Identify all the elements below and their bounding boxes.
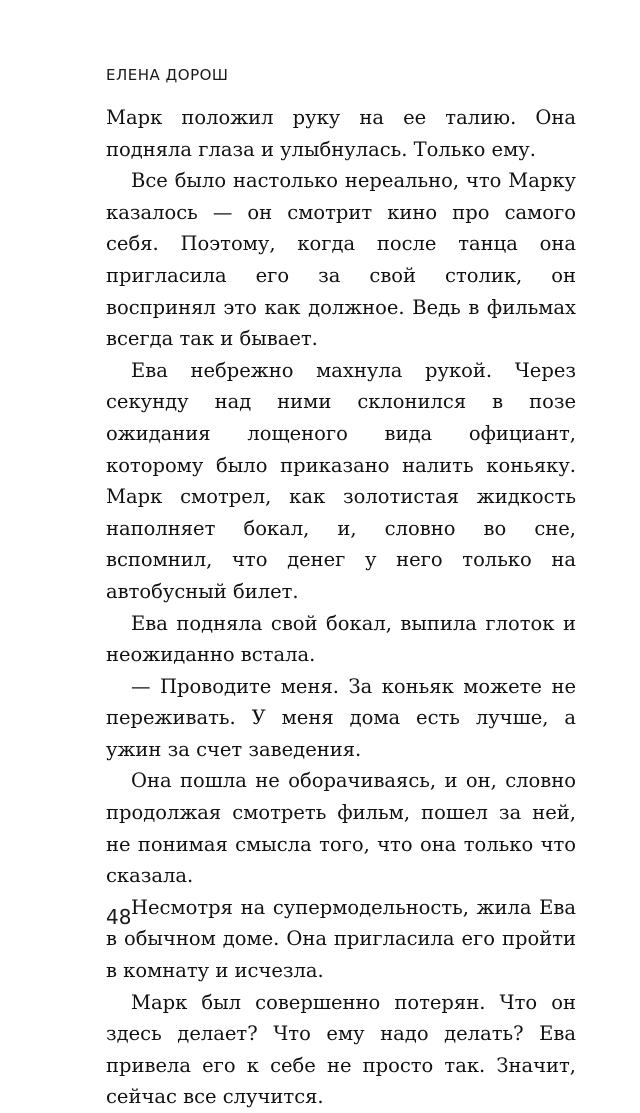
paragraph-5: — Проводите меня. За коньяк можете не переживать. У меня дома есть лучше, а ужин за счет заведения. bbox=[106, 674, 576, 761]
paragraph-2: Все было настолько нереально, что Марку казалось — он смотрит кино про самого себя. Поэтому, когда после танца она пригласила его за свой столик, он воспринял это как должное. Ведь в фильмах всегда так и бывает. bbox=[106, 169, 576, 351]
paragraph-8: Марк был совершенно потерян. Что он здесь делает? Что ему надо делать? Ева привела его к себе не просто так. Значит, сейчас все случится. bbox=[106, 990, 576, 1109]
running-head-author: ЕЛЕНА ДОРОШ bbox=[106, 66, 229, 84]
body-text bbox=[106, 102, 576, 1113]
paragraph-7: Несмотря на супермодельность, жила Ева в обычном доме. Она пригласила его пройти в комнату и исчезла. bbox=[106, 895, 576, 983]
paragraph-4: Ева подняла свой бокал, выпила глоток и неожиданно встала. bbox=[106, 611, 576, 667]
paragraph-1: Марк положил руку на ее талию. Она подняла глаза и улыбнулась. Только ему. bbox=[106, 106, 576, 161]
page-number: 48 bbox=[106, 905, 132, 929]
paragraph-3: Ева небрежно махнула рукой. Через секунду над ними склонился в позе ожидания лощеного вида официант, которому было приказано налить коньяку. Марк смотрел, как золотистая жидкость наполняет бокал, и, словно во сне, вспомнил, что денег у него только на автобусный билет. bbox=[106, 358, 576, 603]
paragraph-6: Она пошла не оборачиваясь, и он, словно продолжая смотреть фильм, пошел за ней, не понимая смысла того, что она только что сказала. bbox=[106, 769, 576, 888]
